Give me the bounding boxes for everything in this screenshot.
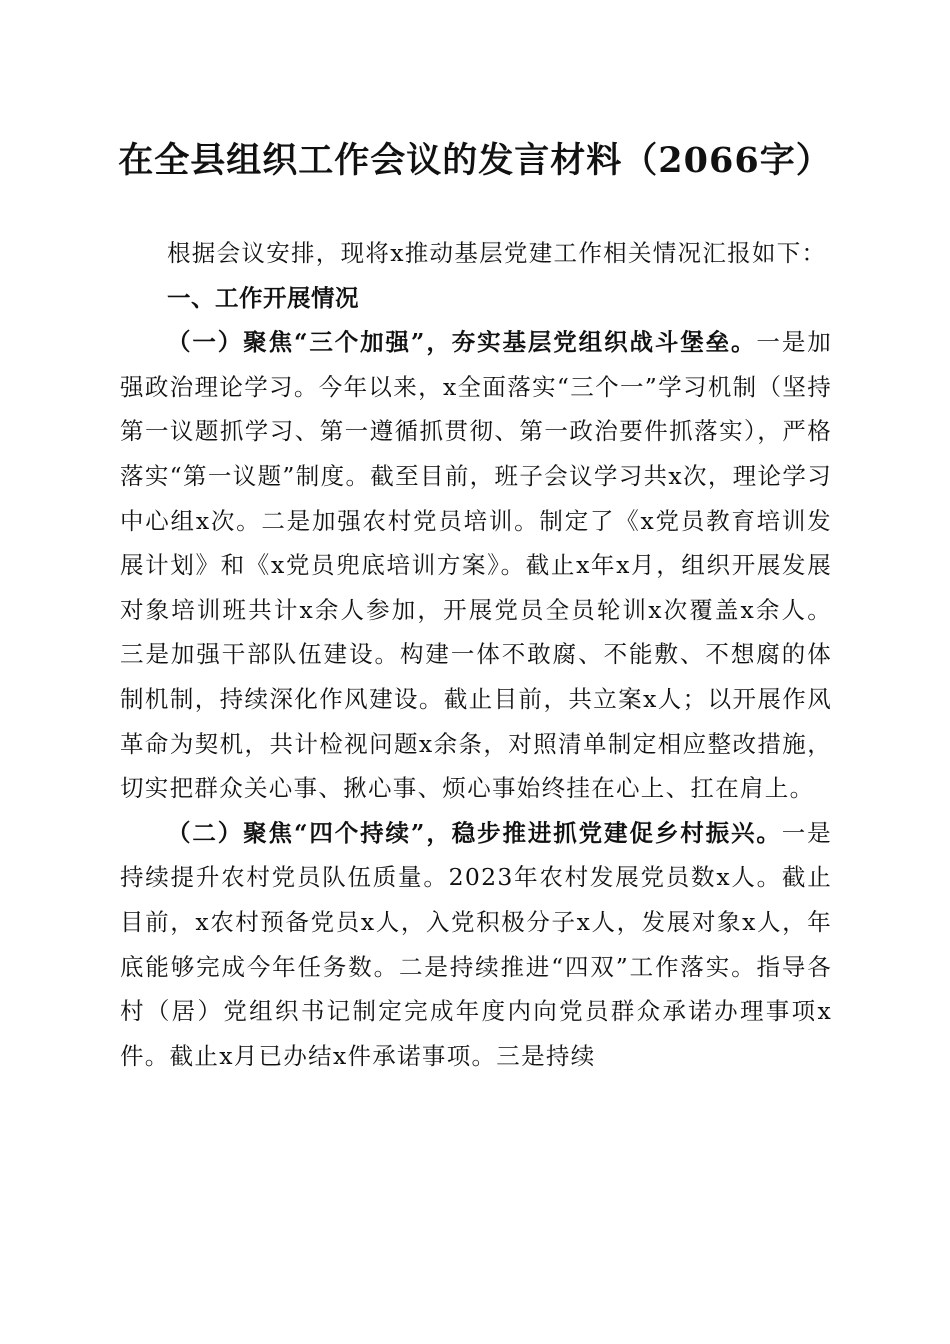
subsection-paragraph-1 xyxy=(120,320,832,811)
document-title: 在全县组织工作会议的发言材料（2066字） xyxy=(118,140,832,181)
subsection-body-1: 一是加强政治理论学习。今年以来，x全面落实“三个一”学习机制（坚持第一议题抓学习、第一遵循抓贯彻、第一政治要件抓落实），严格落实“第一议题”制度。截至目前，班子会议学习共x次，理论学习中心组x次。二是加强农村党员培训。制定了《x党员教育培训发展计划》和《x党员兜底培训方案》。截止x年x月，组织开展发展对象培训班共计x余人参加，开展党员全员轮训x次覆盖x余人。三是加强干部队伍建设。构建一体不敢腐、不能敷、不想腐的体制机制，持续深化作风建设。截止目前，共立案x人；以开展作风革命为契机，共计检视问题x余条，对照清单制定相应整改措施，切实把群众关心事、揪心事、烦心事始终挂在心上、扛在肩上。 xyxy=(120,328,833,803)
subsection-lead-2: （二）聚焦“四个持续”，稳步推进抓党建促乡村振兴。 xyxy=(167,818,782,847)
subsection-body-2: 一是持续提升农村党员队伍质量。2023年农村发展党员数x人。截止目前，x农村预备党员x人，入党积极分子x人，发展对象x人，年底能够完成今年任务数。二是持续推进“四双”工作落实。指导各村（居）党组织书记制定完成年度内向党员群众承诺办理事项x件。截止x月已办结x件承诺事项。三是持续 xyxy=(120,818,832,1070)
subsection-lead-1: （一）聚焦“三个加强”，夯实基层党组织战斗堡垒。 xyxy=(167,328,757,357)
subsection-paragraph-2 xyxy=(120,811,832,1079)
document-body xyxy=(120,231,832,1078)
intro-paragraph: 根据会议安排，现将x推动基层党建工作相关情况汇报如下： xyxy=(167,239,827,267)
section-heading: 一、工作开展情况 xyxy=(167,283,359,312)
